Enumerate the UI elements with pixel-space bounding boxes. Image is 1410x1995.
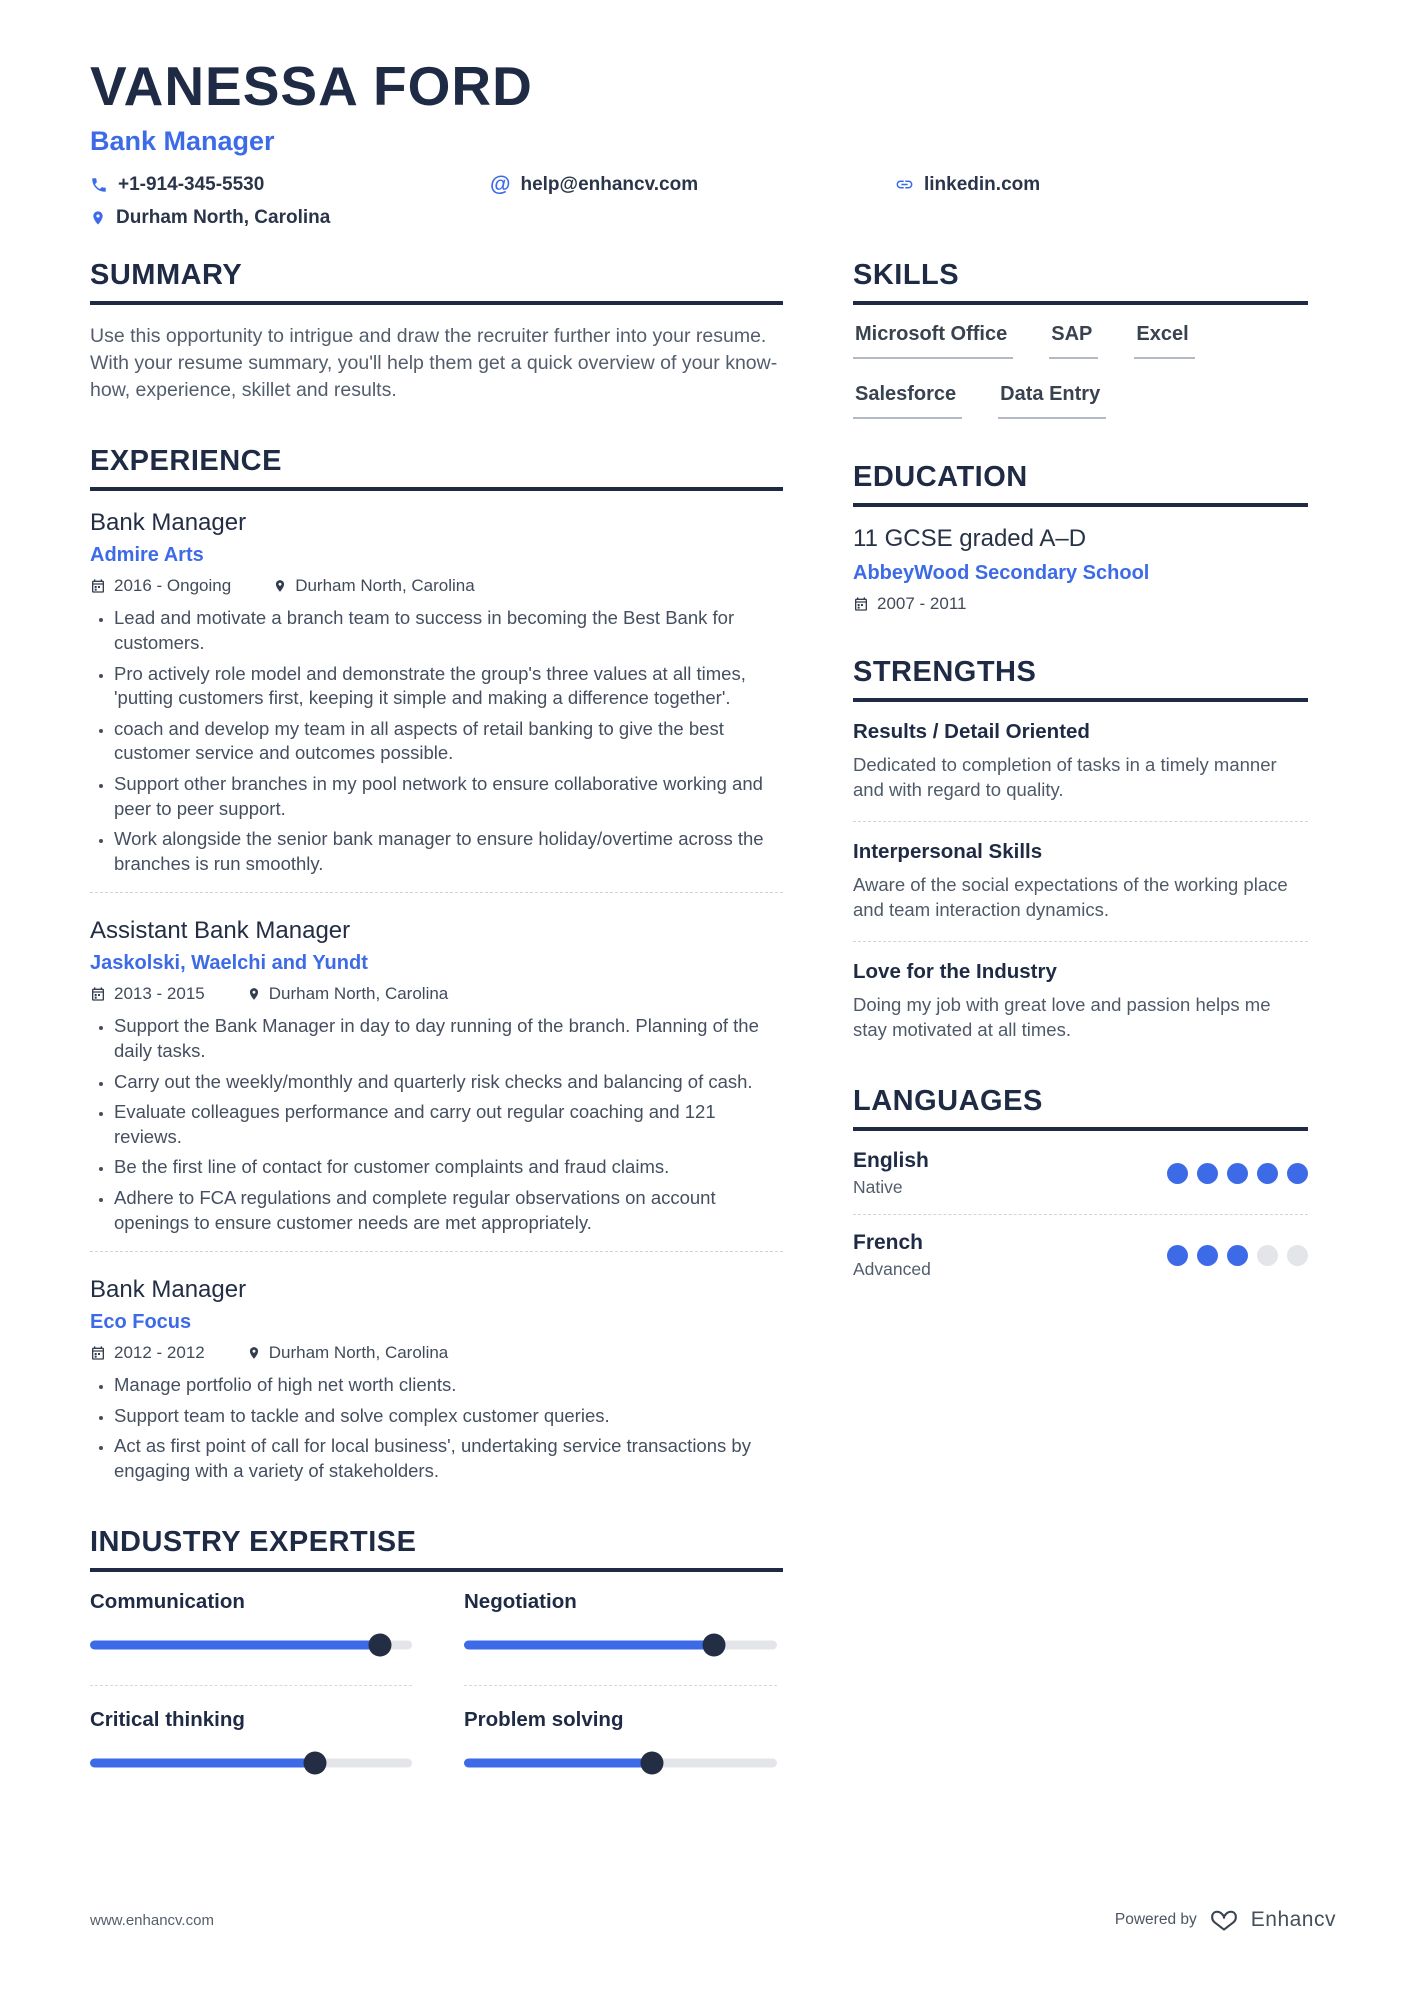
calendar-icon	[853, 596, 869, 612]
slider-fill	[90, 1641, 380, 1650]
job-dates: 2016 - Ongoing	[90, 576, 231, 596]
divider	[90, 1251, 783, 1252]
language-proficiency-dots	[1167, 1163, 1308, 1184]
contact-info	[90, 173, 1307, 229]
job-company: Jaskolski, Waelchi and Yundt	[90, 952, 368, 975]
linkedin-contact[interactable]	[895, 174, 1307, 196]
strength-item	[853, 840, 1308, 923]
strengths-heading: STRENGTHS	[853, 656, 1308, 702]
job-bullet: • Pro actively role model and demonstrate the group's three values at all times, 'putting customers first, keeping it simple and making a difference together'.	[114, 662, 783, 711]
skill-tags	[853, 323, 1308, 419]
calendar-icon	[90, 578, 106, 594]
industry-expertise-heading: INDUSTRY EXPERTISE	[90, 1526, 783, 1572]
email-address: help@enhancv.com	[520, 173, 699, 195]
proficiency-dot-filled	[1227, 1163, 1248, 1184]
slider-track	[464, 1641, 777, 1650]
proficiency-dot-filled	[1167, 1163, 1188, 1184]
person-job-title: Bank Manager	[90, 125, 275, 156]
job-title: Bank Manager	[90, 1276, 247, 1304]
job-company: Admire Arts	[90, 544, 204, 567]
job-bullets	[90, 606, 783, 876]
proficiency-dot-filled	[1167, 1245, 1188, 1266]
proficiency-dot-empty	[1287, 1245, 1308, 1266]
summary-section	[90, 259, 783, 404]
brand-name[interactable]: Enhancv	[1250, 1908, 1336, 1931]
expertise-label: Problem solving	[464, 1707, 624, 1731]
expertise-critical-thinking	[90, 1708, 412, 1783]
header	[0, 0, 1410, 229]
experience-item	[90, 917, 783, 1235]
proficiency-dot-filled	[1197, 1245, 1218, 1266]
powered-by	[1115, 1907, 1336, 1933]
strength-text: Aware of the social expectations of the working place and team interaction dynamics.	[853, 873, 1288, 920]
slider-knob[interactable]	[304, 1752, 327, 1775]
slider-track	[90, 1759, 412, 1768]
expertise-problem-solving	[464, 1708, 777, 1783]
strength-title: Love for the Industry	[853, 959, 1057, 983]
strength-title: Interpersonal Skills	[853, 839, 1043, 863]
calendar-icon	[90, 986, 106, 1002]
education-degree: 11 GCSE graded A–D	[853, 524, 1087, 552]
job-bullet: • Lead and motivate a branch team to success in becoming the Best Bank for customers.	[114, 606, 783, 655]
skill-tag: Salesforce	[853, 383, 962, 419]
divider	[90, 1685, 412, 1686]
language-level: Native	[853, 1176, 903, 1197]
at-icon: @	[490, 172, 511, 196]
job-bullet: • Act as first point of call for local business', undertaking service transactions by engaging with a variety of stakeholders.	[114, 1434, 783, 1483]
content-columns	[0, 229, 1410, 1825]
experience-item	[90, 509, 783, 876]
experience-heading: EXPERIENCE	[90, 445, 783, 491]
divider	[853, 941, 1308, 942]
enhancv-logo-icon	[1209, 1907, 1239, 1933]
job-location: Durham North, Carolina	[247, 1343, 449, 1363]
divider	[853, 821, 1308, 822]
calendar-icon	[90, 1345, 106, 1361]
strengths-section	[853, 656, 1308, 1043]
proficiency-dot-filled	[1197, 1163, 1218, 1184]
job-meta	[90, 984, 783, 1004]
job-bullet: • Support the Bank Manager in day to day running of the branch. Planning of the daily tasks.	[114, 1014, 783, 1063]
language-level: Advanced	[853, 1258, 931, 1279]
location-pin-icon	[247, 1345, 261, 1361]
summary-text: Use this opportunity to intrigue and draw the recruiter further into your resume. With your resume summary, you'll help them get a quick overview of your know-how, experience, skillet and results.	[90, 324, 778, 401]
skill-tag: Excel	[1134, 323, 1194, 359]
email-contact[interactable]	[490, 173, 895, 197]
skill-tag: Microsoft Office	[853, 323, 1013, 359]
education-heading: EDUCATION	[853, 461, 1308, 507]
education-dates: 2007 - 2011	[853, 594, 1308, 614]
job-title: Assistant Bank Manager	[90, 917, 351, 945]
strength-item	[853, 960, 1308, 1043]
location-pin-icon	[273, 578, 287, 594]
right-column	[853, 259, 1308, 1825]
proficiency-dot-empty	[1257, 1245, 1278, 1266]
slider-knob[interactable]	[703, 1634, 726, 1657]
phone-contact[interactable]	[90, 174, 490, 196]
skill-tag: SAP	[1049, 323, 1098, 359]
person-name: VANESSA FORD	[90, 55, 533, 117]
languages-section	[853, 1085, 1308, 1280]
job-bullet: • Adhere to FCA regulations and complete regular observations on account openings to ensure customer needs are met appropriately.	[114, 1186, 783, 1235]
education-section	[853, 461, 1308, 614]
summary-heading: SUMMARY	[90, 259, 783, 305]
strength-item	[853, 720, 1308, 803]
expertise-label: Negotiation	[464, 1589, 577, 1613]
job-bullets	[90, 1373, 783, 1483]
education-school: AbbeyWood Secondary School	[853, 561, 1150, 584]
expertise-slider[interactable]	[90, 1752, 412, 1775]
language-name: English	[853, 1148, 929, 1172]
languages-heading: LANGUAGES	[853, 1085, 1308, 1131]
footer-website[interactable]: www.enhancv.com	[90, 1911, 214, 1929]
language-proficiency-dots	[1167, 1245, 1308, 1266]
expertise-slider[interactable]	[464, 1634, 777, 1657]
job-bullet: • Support other branches in my pool network to ensure collaborative working and peer to peer support.	[114, 772, 783, 821]
divider	[464, 1685, 777, 1686]
job-bullet: • coach and develop my team in all aspects of retail banking to give the best customer service and outcomes possible.	[114, 717, 783, 766]
job-company: Eco Focus	[90, 1311, 192, 1334]
link-icon	[895, 175, 914, 194]
expertise-label: Critical thinking	[90, 1707, 245, 1731]
job-meta	[90, 576, 783, 596]
job-bullet: • Carry out the weekly/monthly and quarterly risk checks and balancing of cash.	[114, 1070, 783, 1095]
job-dates: 2013 - 2015	[90, 984, 205, 1004]
slider-fill	[90, 1759, 315, 1768]
job-bullet: • Manage portfolio of high net worth clients.	[114, 1373, 783, 1398]
location-text: Durham North, Carolina	[116, 206, 331, 228]
slider-knob[interactable]	[368, 1634, 391, 1657]
proficiency-dot-filled	[1227, 1245, 1248, 1266]
job-location: Durham North, Carolina	[273, 576, 475, 596]
expertise-slider[interactable]	[90, 1634, 412, 1657]
location-contact	[90, 207, 490, 229]
slider-knob[interactable]	[640, 1752, 663, 1775]
strength-text: Doing my job with great love and passion helps me stay motivated at all times.	[853, 993, 1271, 1040]
location-pin-icon	[247, 986, 261, 1002]
job-bullet: • Evaluate colleagues performance and carry out regular coaching and 121 reviews.	[114, 1100, 783, 1149]
footer	[90, 1907, 1336, 1933]
linkedin-url: linkedin.com	[924, 173, 1041, 195]
job-bullet: • Work alongside the senior bank manager to ensure holiday/overtime across the branches is run smoothly.	[114, 827, 783, 876]
proficiency-dot-filled	[1287, 1163, 1308, 1184]
phone-number: +1-914-345-5530	[118, 173, 265, 195]
slider-track	[464, 1759, 777, 1768]
phone-icon	[90, 176, 108, 194]
slider-track	[90, 1641, 412, 1650]
location-pin-icon	[90, 209, 106, 227]
job-bullet: • Be the first line of contact for customer complaints and fraud claims.	[114, 1155, 783, 1180]
experience-section	[90, 445, 783, 1483]
divider	[853, 1214, 1308, 1215]
expertise-slider[interactable]	[464, 1752, 777, 1775]
job-bullets	[90, 1014, 783, 1235]
slider-fill	[464, 1641, 714, 1650]
language-name: French	[853, 1230, 924, 1254]
job-dates: 2012 - 2012	[90, 1343, 205, 1363]
expertise-negotiation	[464, 1590, 777, 1665]
experience-item	[90, 1276, 783, 1483]
strength-title: Results / Detail Oriented	[853, 719, 1090, 743]
language-item	[853, 1149, 1308, 1198]
job-meta	[90, 1343, 783, 1363]
job-title: Bank Manager	[90, 509, 247, 537]
language-item	[853, 1231, 1308, 1280]
strength-text: Dedicated to completion of tasks in a timely manner and with regard to quality.	[853, 753, 1277, 800]
skills-section	[853, 259, 1308, 419]
expertise-label: Communication	[90, 1589, 245, 1613]
left-column	[90, 259, 783, 1825]
job-location: Durham North, Carolina	[247, 984, 449, 1004]
expertise-communication	[90, 1590, 412, 1665]
powered-by-label: Powered by	[1114, 1911, 1197, 1928]
slider-fill	[464, 1759, 652, 1768]
skill-tag: Data Entry	[998, 383, 1106, 419]
expertise-grid	[90, 1590, 783, 1783]
divider	[90, 892, 783, 893]
job-bullet: • Support team to tackle and solve complex customer queries.	[114, 1404, 783, 1429]
proficiency-dot-filled	[1257, 1163, 1278, 1184]
industry-expertise-section	[90, 1526, 783, 1783]
skills-heading: SKILLS	[853, 259, 1308, 305]
